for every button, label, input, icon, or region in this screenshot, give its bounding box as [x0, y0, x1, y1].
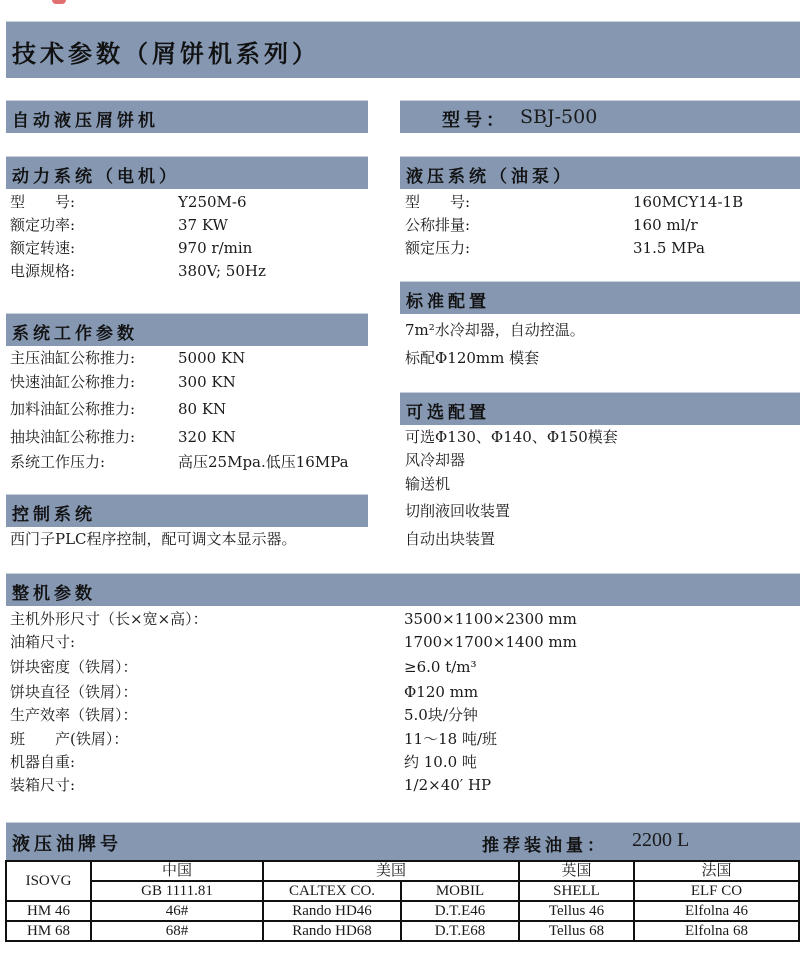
oil-recommend-value: 2200 L — [632, 829, 690, 851]
power-system-bar — [6, 156, 368, 189]
header-cell: 英国 — [519, 861, 634, 881]
optional-config-item: 切削液回收装置 — [405, 502, 511, 520]
oil-recommend-label: 推荐装油量： — [482, 836, 608, 856]
row-label: 额定压力: — [405, 239, 471, 257]
row-value: 320 KN — [178, 428, 236, 446]
standard-config-item: 标配Φ120mm 模套 — [405, 349, 540, 367]
page-title-bar — [6, 21, 800, 78]
oil-table — [5, 860, 800, 942]
row-label: 生产效率（铁屑）： — [10, 706, 138, 724]
table-cell: Rando HD68 — [263, 921, 401, 941]
work-params-title: 系统工作参数 — [12, 324, 138, 344]
optional-config-item: 可选Φ130、Φ140、Φ150模套 — [405, 428, 618, 446]
row-value: 3500×1100×2300 mm — [404, 610, 577, 628]
control-system-text: 西门子PLC程序控制，配可调文本显示器。 — [10, 530, 297, 548]
work-params-bar — [6, 313, 368, 346]
machine-params-title: 整机参数 — [12, 584, 96, 604]
row-label: 系统工作压力: — [10, 453, 106, 471]
row-value: Φ120 mm — [404, 683, 479, 701]
row-label: 饼块直径（铁屑）： — [10, 683, 138, 701]
control-system-title: 控制系统 — [12, 505, 96, 525]
optional-config-item: 输送机 — [405, 475, 451, 493]
oil-bar — [6, 822, 800, 860]
row-value: 80 KN — [178, 400, 227, 418]
table-header-row — [6, 881, 799, 901]
decorative-mark — [52, 0, 66, 4]
row-label: 公称排量: — [405, 216, 471, 234]
table-cell: HM 68 — [6, 921, 91, 941]
row-value: ≥6.0 t/m³ — [404, 658, 477, 676]
table-header-row — [6, 861, 799, 881]
table-cell: D.T.E68 — [401, 921, 519, 941]
product-name: 自动液压屑饼机 — [12, 111, 159, 131]
product-name-bar — [6, 100, 368, 133]
row-label: 装箱尺寸: — [10, 776, 76, 794]
table-cell: 46# — [91, 901, 263, 921]
optional-config-item: 自动出块装置 — [405, 530, 496, 548]
header-cell: CALTEX CO. — [263, 881, 401, 901]
control-system-bar — [6, 494, 368, 527]
row-value: Y250M-6 — [178, 193, 247, 211]
table-cell: Elfolna 46 — [634, 901, 799, 921]
row-label: 机器自重: — [10, 753, 76, 771]
row-value: 高压25Mpa.低压16MPa — [178, 453, 349, 471]
header-cell: ELF CO — [634, 881, 799, 901]
row-value: 1700×1700×1400 mm — [404, 633, 577, 651]
row-value: 5.0块/分钟 — [404, 706, 478, 724]
row-label: 电源规格: — [10, 262, 76, 280]
oil-title: 液压油牌号 — [12, 834, 122, 855]
table-cell: Elfolna 68 — [634, 921, 799, 941]
row-label: 油箱尺寸: — [10, 633, 76, 651]
row-value: 37 KW — [178, 216, 228, 234]
row-value: 970 r/min — [178, 239, 253, 257]
row-value: 380V; 50Hz — [178, 262, 266, 280]
machine-params-bar — [6, 573, 800, 606]
header-cell: 美国 — [263, 861, 519, 881]
row-value: 300 KN — [178, 373, 236, 391]
row-label: 型 号: — [10, 193, 76, 211]
row-value: 5000 KN — [178, 349, 246, 367]
row-label: 主机外形尺寸（长×宽×高）： — [10, 610, 208, 628]
row-label: 额定功率: — [10, 216, 76, 234]
hydraulic-system-title: 液压系统（油泵） — [406, 167, 574, 187]
table-cell: Rando HD46 — [263, 901, 401, 921]
hydraulic-system-bar — [400, 156, 800, 189]
header-cell: 中国 — [91, 861, 263, 881]
model-label: 型号： — [442, 110, 508, 131]
row-label: 主压油缸公称推力: — [10, 349, 136, 367]
optional-config-title: 可选配置 — [406, 403, 490, 423]
table-cell: 68# — [91, 921, 263, 941]
row-value: 11～18 吨/班 — [404, 730, 497, 748]
row-label: 饼块密度（铁屑）： — [10, 658, 138, 676]
table-row — [6, 901, 799, 921]
model-bar — [400, 100, 800, 133]
row-label: 型 号: — [405, 193, 471, 211]
row-value: 160MCY14-1B — [633, 193, 744, 211]
row-value: 约 10.0 吨 — [404, 753, 477, 771]
row-label: 加料油缸公称推力: — [10, 400, 136, 418]
row-value: 160 ml/r — [633, 216, 698, 234]
table-row — [6, 921, 799, 941]
standard-config-item: 7m²水冷却器，自动控温。 — [405, 321, 585, 339]
table-cell: HM 46 — [6, 901, 91, 921]
row-label: 抽块油缸公称推力: — [10, 428, 136, 446]
standard-config-title: 标准配置 — [406, 292, 490, 312]
page-title: 技术参数（屑饼机系列） — [12, 39, 320, 68]
optional-config-item: 风冷却器 — [405, 451, 466, 469]
table-cell: Tellus 46 — [519, 901, 634, 921]
header-cell: GB 1111.81 — [91, 881, 263, 901]
model-value: SBJ-500 — [520, 106, 598, 128]
row-label: 班 产(铁屑）： — [10, 730, 129, 748]
header-cell: ISOVG — [6, 861, 91, 901]
header-cell: MOBIL — [401, 881, 519, 901]
header-cell: SHELL — [519, 881, 634, 901]
optional-config-bar — [400, 392, 800, 425]
table-cell: Tellus 68 — [519, 921, 634, 941]
row-value: 31.5 MPa — [633, 239, 705, 257]
row-label: 快速油缸公称推力: — [10, 373, 136, 391]
row-value: 1/2×40′ HP — [404, 776, 492, 794]
power-system-title: 动力系统（电机） — [12, 167, 180, 187]
row-label: 额定转速: — [10, 239, 76, 257]
table-cell: D.T.E46 — [401, 901, 519, 921]
header-cell: 法国 — [634, 861, 799, 881]
standard-config-bar — [400, 281, 800, 314]
